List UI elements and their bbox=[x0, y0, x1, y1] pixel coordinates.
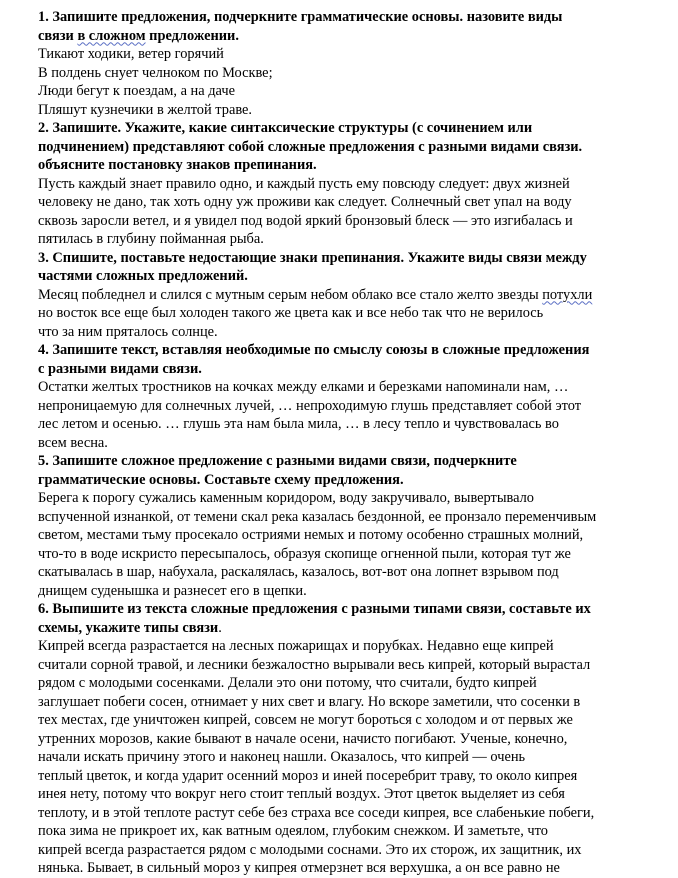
task-6-text-line: инея нету, потому что вокруг него стоит теплый воздух. Этот цветок выделяет из себя bbox=[38, 786, 565, 802]
task-1-text-line: В полдень снует челноком по Москве; bbox=[38, 64, 273, 81]
task-6-text-line: кипрей всегда разрастается рядом с молодыми соснами. Это их сторож, их защитник, их bbox=[38, 841, 582, 858]
task-5-text-line: днищем суденышка и разнесет его в щепки. bbox=[38, 582, 307, 599]
task-3-text-line: но восток все еще был холоден такого же цвета как и все небо так что не верилось bbox=[38, 305, 544, 321]
task-4-text-line: Остатки желтых тростников на кочках между елками и березками напоминали нам, … bbox=[38, 379, 569, 395]
task-6-text-line: рядом с молодыми сосенками. Делали это они потому, что считали, будто кипрей bbox=[38, 675, 537, 691]
task-6-text-line: теплоту, и в этой теплоте растут себе без страха все соседи кипрея, все слабенькие побеги, bbox=[38, 804, 595, 821]
task-6-text-line: пока зима не прикроет их, как ватным одеялом, глубоким снежком. И заметьте, что bbox=[38, 823, 548, 839]
task-3-text-line bbox=[38, 286, 668, 305]
task-5-text-line: вспученной изнанкой, от темени скал река казалась бездонной, ее пронзало переменчивым bbox=[38, 508, 597, 525]
task-1-heading-line bbox=[38, 27, 668, 46]
task-5-text-line: Берега к порогу сужались каменным коридором, воду закручивало, вывертывало bbox=[38, 490, 535, 506]
task-1-heading-line bbox=[38, 8, 668, 27]
task-5-text-line: скатывалась в шар, набухала, раскалялась, казалось, вот-вот она лопнет взрывом под bbox=[38, 564, 559, 580]
task-6-text-line: утренних морозов, какие бывают в начале осени, начисто погибают. Ученые, конечно, bbox=[38, 730, 568, 747]
text-segment: 3. Спишите, поставьте недостающие знаки препинания. Укажите виды связи между bbox=[38, 249, 587, 266]
task-5-text-line: светом, местами тьму просекало остриями немых и потому особенно страшных молний, bbox=[38, 527, 584, 543]
task-2-heading-line bbox=[38, 156, 668, 175]
text-segment: Месяц побледнел и слился с мутным серым небом облако все стало желто звезды bbox=[38, 286, 543, 303]
task-2-text-line: сквозь заросли ветел, и я увидел под водой яркий бронзовый блеск — это изгибалась и bbox=[38, 212, 573, 229]
task-2-text-line: человеку не дано, так хоть одну уж проживи как следует. Солнечный свет упал на воду bbox=[38, 194, 572, 210]
task-5-heading-line bbox=[38, 471, 668, 490]
task-5-text-line: что-то в воде искристо пересыпалось, образуя скопище огненной пыли, которая тут же bbox=[38, 545, 571, 562]
text-segment: . bbox=[218, 619, 222, 636]
text-segment: 1. Запишите предложения, подчеркните грамматические основы. назовите виды bbox=[38, 9, 563, 25]
text-segment: 5. Запишите сложное предложение с разными видами связи, подчеркните bbox=[38, 453, 517, 469]
text-segment: с разными видами связи. bbox=[38, 360, 202, 377]
task-2-heading-line bbox=[38, 119, 668, 138]
task-6-text-line: нянька. Бывает, в сильный мороз у кипрея отмерзнет вся верхушка, а он все равно не bbox=[38, 860, 560, 876]
task-1-text-line: Люди бегут к поездам, а на даче bbox=[38, 83, 235, 99]
task-4-heading-line bbox=[38, 341, 668, 360]
task-3-heading-line bbox=[38, 267, 668, 286]
text-segment: частями сложных предложений. bbox=[38, 268, 248, 284]
text-segment: предложении. bbox=[145, 27, 239, 44]
task-5-heading-line bbox=[38, 452, 668, 471]
task-2-text-line: Пусть каждый знает правило одно, и каждый пусть ему повсюду следует: двух жизней bbox=[38, 175, 570, 192]
task-3-text-line: что за ним пряталось солнце. bbox=[38, 323, 218, 340]
task-4-heading-line bbox=[38, 360, 668, 379]
task-6-text-line: Кипрей всегда разрастается на лесных пожарищах и порубках. Недавно еще кипрей bbox=[38, 638, 554, 654]
task-6-text-line: теплый цветок, и когда ударит осенний мороз и иней посеребрит траву, то около кипрея bbox=[38, 767, 578, 784]
text-segment: 4. Запишите текст, вставляя необходимые по смыслу союзы в сложные предложения bbox=[38, 342, 590, 358]
spellcheck-underlined-text: в сложном bbox=[77, 27, 146, 44]
task-2-text-line: пятилась в глубину пойманная рыба. bbox=[38, 231, 264, 247]
task-6-heading-line bbox=[38, 619, 668, 638]
task-6-text-line: тех местах, где уничтожен кипрей, совсем не могут бороться с холодом и от первых же bbox=[38, 712, 573, 728]
task-6-text-line: начали искать причину этого и наконец нашли. Оказалось, что кипрей — очень bbox=[38, 749, 526, 765]
spellcheck-underlined-text: потухли bbox=[542, 286, 593, 303]
task-4-text-line: всем весна. bbox=[38, 434, 108, 451]
task-4-text-line: лес летом и осенью. … глушь эта нам была мила, … в лесу тепло и чувствовалась во bbox=[38, 416, 559, 432]
task-4-text-line: непроницаемую для солнечных лучей, … непроходимую глушь представляет собой этот bbox=[38, 397, 582, 414]
task-1-text-line: Пляшут кузнечики в желтой траве. bbox=[38, 101, 253, 118]
text-segment: связи bbox=[38, 27, 78, 44]
text-segment: 2. Запишите. Укажите, какие синтаксические структуры (с сочинением или bbox=[38, 120, 533, 136]
text-segment: объясните постановку знаков препинания. bbox=[38, 157, 317, 173]
text-segment: грамматические основы. Составьте схему предложения. bbox=[38, 471, 404, 488]
task-6-heading-line bbox=[38, 600, 668, 619]
task-6-text-line: считали сорной травой, и лесники безжалостно вырывали весь кипрей, который вырастал bbox=[38, 656, 591, 673]
text-segment: схемы, укажите типы связи bbox=[38, 619, 219, 636]
text-segment: 6. Выпишите из текста сложные предложения с разными типами связи, составьте их bbox=[38, 601, 591, 617]
task-2-heading-line bbox=[38, 138, 668, 157]
text-segment: подчинением) представляют собой сложные предложения с разными видами связи. bbox=[38, 138, 583, 155]
task-3-heading-line bbox=[38, 249, 668, 268]
task-6-text-line: заглушает побеги сосен, отнимает у них свет и влагу. Но вскоре заметили, что сосенки в bbox=[38, 693, 581, 710]
task-1-text-line: Тикают ходики, ветер горячий bbox=[38, 46, 224, 62]
